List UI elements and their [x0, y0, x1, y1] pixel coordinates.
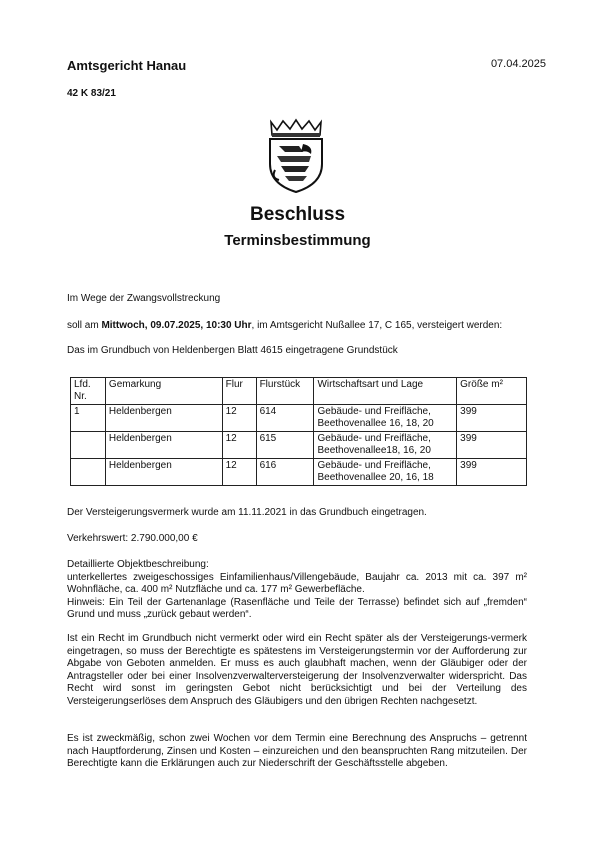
termin-pre: soll am — [67, 320, 102, 331]
case-number: 42 K 83/21 — [67, 88, 116, 99]
anmeldung-paragraph: Ist ein Recht im Grundbuch nicht vermerkt oder wird ein Recht später als der Versteigerungs-vermerk eingetragen, so muss der Berechtigte es spätestens im Versteigerungstermin vor der Aufforderung zur Abgabe von Geboten anmelden. Er muss es auch glaubhaft machen, wenn der Gläubiger oder der Antragsteller oder bei einer Insolvenzverwalterversteigerung der Insolvenzverwalter widerspricht. Das Recht wird sonst im geringsten Gebot nicht berücksichtigt und bei der Verteilung des Versteigerungserlöses dem Anspruch des Gläubigers und den übrigen Rechten nachgesetzt. — [67, 633, 527, 707]
table-header-row — [71, 378, 527, 405]
header-gemarkung: Gemarkung — [105, 378, 222, 405]
objekt-hinweis: Hinweis: Ein Teil der Gartenanlage (Rasenfläche und Teile der Terrasse) befindet sich auf „fremden“ Grund und muss „zurück gebaut werden“. — [67, 596, 527, 620]
cell-flurstueck: 616 — [256, 459, 314, 486]
berechnung-paragraph: Es ist zweckmäßig, schon zwei Wochen vor dem Termin eine Berechnung des Anspruchs – getrennt nach Hauptforderung, Zinsen und Kosten – einzureichen und den beanspruchten Rang mitzuteilen. Der Berechtigte kann die Erklärungen auch zur Niederschrift der Geschäftsstelle abgeben. — [67, 733, 527, 769]
table-row — [71, 432, 527, 459]
document-subtitle: Terminsbestimmung — [224, 232, 371, 249]
header-groesse: Größe m² — [457, 378, 527, 405]
cell-lage: Gebäude- und Freifläche, Beethovenallee 16, 18, 20 — [314, 405, 457, 432]
cell-flur: 12 — [222, 405, 256, 432]
cell-gemarkung: Heldenbergen — [105, 459, 222, 486]
document-title: Beschluss — [249, 204, 346, 225]
cell-flur: 12 — [222, 432, 256, 459]
grundbuch-text: Das im Grundbuch von Heldenbergen Blatt 4615 eingetragene Grundstück — [67, 345, 398, 356]
termin-paragraph — [67, 320, 527, 333]
header-nr: Lfd. Nr. — [71, 378, 106, 405]
cell-flur: 12 — [222, 459, 256, 486]
document-date: 07.04.2025 — [490, 58, 546, 70]
table-row — [71, 405, 527, 432]
cell-nr: 1 — [71, 405, 106, 432]
header-flurstueck: Flurstück — [256, 378, 314, 405]
cell-groesse: 399 — [457, 405, 527, 432]
cell-flurstueck: 614 — [256, 405, 314, 432]
cell-nr — [71, 459, 106, 486]
court-name: Amtsgericht Hanau — [67, 58, 187, 73]
cell-lage: Gebäude- und Freifläche, Beethovenallee 20, 16, 18 — [314, 459, 457, 486]
header-lage: Wirtschaftsart und Lage — [314, 378, 457, 405]
vermerk-text: Der Versteigerungsvermerk wurde am 11.11.2021 in das Grundbuch eingetragen. — [67, 507, 427, 518]
objekt-text: unterkellertes zweigeschossiges Einfamilienhaus/Villengebäude, Baujahr ca. 2013 mit ca. 397 m² Wohnfläche, ca. 400 m² Nutzfläche und ca. 177 m² Gewerbefläche. — [67, 571, 527, 595]
header-flur: Flur — [222, 378, 256, 405]
intro-text: Im Wege der Zwangsvollstreckung — [67, 293, 221, 304]
cell-flurstueck: 615 — [256, 432, 314, 459]
table-row — [71, 459, 527, 486]
verkehrswert-text: Verkehrswert: 2.790.000,00 € — [67, 533, 198, 544]
cell-gemarkung: Heldenbergen — [105, 432, 222, 459]
objekt-section — [67, 559, 527, 622]
objekt-heading: Detaillierte Objektbeschreibung: — [67, 559, 209, 570]
cell-nr — [71, 432, 106, 459]
cell-groesse: 399 — [457, 432, 527, 459]
cell-groesse: 399 — [457, 459, 527, 486]
termin-datetime: Mittwoch, 09.07.2025, 10:30 Uhr — [101, 320, 252, 331]
cell-lage: Gebäude- und Freifläche, Beethovenallee18, 16, 20 — [314, 432, 457, 459]
hessen-lion-crest-icon — [265, 118, 327, 194]
cell-gemarkung: Heldenbergen — [105, 405, 222, 432]
property-table — [70, 377, 527, 486]
termin-post: , im Amtsgericht Nußallee 17, C 165, versteigert werden: — [251, 320, 503, 331]
